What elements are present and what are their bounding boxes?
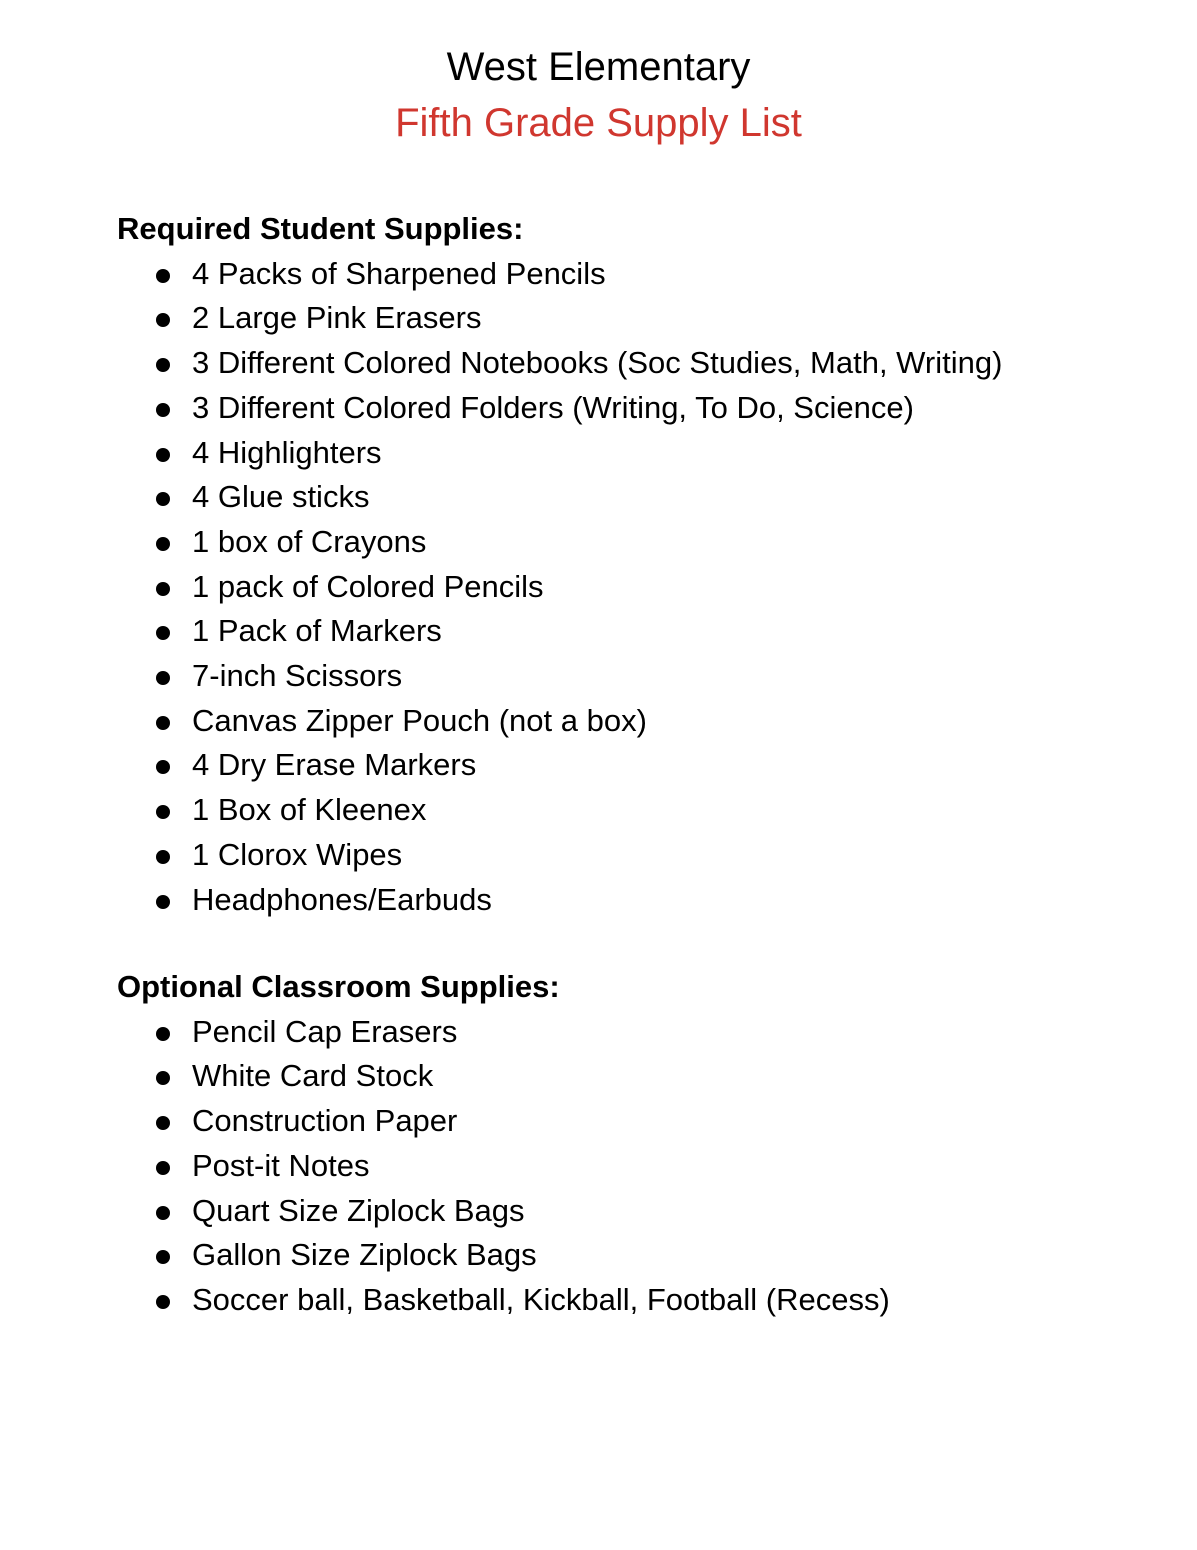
list-item-text: 1 box of Crayons <box>192 523 427 559</box>
bullet-icon <box>156 1206 170 1220</box>
list-item <box>117 475 1177 520</box>
school-name: West Elementary <box>446 45 751 89</box>
list-item-text: 1 pack of Colored Pencils <box>192 568 544 604</box>
list-item <box>117 386 1177 431</box>
list-item <box>117 1233 1177 1278</box>
bullet-icon <box>156 716 170 730</box>
list-item-text: Gallon Size Ziplock Bags <box>192 1237 537 1273</box>
bullet-icon <box>156 1027 170 1041</box>
list-item <box>117 1010 1177 1055</box>
list-item <box>117 1144 1177 1189</box>
list-item-text: 4 Glue sticks <box>192 479 370 515</box>
bullet-icon <box>156 269 170 283</box>
list-item-text: Pencil Cap Erasers <box>192 1013 458 1049</box>
list-item <box>117 654 1177 699</box>
bullet-icon <box>156 313 170 327</box>
list-item-text: 3 Different Colored Folders (Writing, To Do, Science) <box>192 389 914 425</box>
list-item-text: Post-it Notes <box>192 1147 370 1183</box>
list-item-text: Construction Paper <box>192 1103 458 1139</box>
list-item-text: 4 Dry Erase Markers <box>192 747 477 783</box>
list-item-text: 4 Highlighters <box>192 434 382 470</box>
bullet-icon <box>156 850 170 864</box>
list-item-text: Quart Size Ziplock Bags <box>192 1192 525 1228</box>
bullet-icon <box>156 760 170 774</box>
list-item <box>117 1278 1177 1323</box>
bullet-icon <box>156 1295 170 1309</box>
supply-list-title: Fifth Grade Supply List <box>395 101 802 145</box>
list-item-text: 3 Different Colored Notebooks (Soc Studies, Math, Writing) <box>192 345 1003 381</box>
list-item-text: Headphones/Earbuds <box>192 881 492 917</box>
bullet-icon <box>156 671 170 685</box>
list-item-text: 7-inch Scissors <box>192 658 403 694</box>
bullet-icon <box>156 537 170 551</box>
list-item-text: 4 Packs of Sharpened Pencils <box>192 255 606 291</box>
required-supplies-section <box>117 207 1177 922</box>
list-item-text: Canvas Zipper Pouch (not a box) <box>192 702 647 738</box>
bullet-icon <box>156 1116 170 1130</box>
list-item <box>117 699 1177 744</box>
bullet-icon <box>156 1071 170 1085</box>
list-item-text: 1 Clorox Wipes <box>192 836 403 872</box>
required-supplies-heading: Required Student Supplies: <box>117 211 524 246</box>
bullet-icon <box>156 403 170 417</box>
list-item-text: 2 Large Pink Erasers <box>192 300 482 336</box>
list-item-text: 1 Box of Kleenex <box>192 792 427 828</box>
optional-supplies-heading: Optional Classroom Supplies: <box>117 969 560 1004</box>
list-item <box>117 1099 1177 1144</box>
required-supplies-list <box>117 252 1177 923</box>
list-item <box>117 296 1177 341</box>
bullet-icon <box>156 582 170 596</box>
list-item-text: 1 Pack of Markers <box>192 613 442 649</box>
list-item <box>117 743 1177 788</box>
bullet-icon <box>156 1250 170 1264</box>
bullet-icon <box>156 805 170 819</box>
bullet-icon <box>156 448 170 462</box>
bullet-icon <box>156 1161 170 1175</box>
bullet-icon <box>156 358 170 372</box>
list-item-text: Soccer ball, Basketball, Kickball, Football (Recess) <box>192 1281 890 1317</box>
bullet-icon <box>156 626 170 640</box>
list-item <box>117 1189 1177 1234</box>
list-item <box>117 520 1177 565</box>
optional-supplies-section <box>117 965 1177 1323</box>
list-item <box>117 252 1177 297</box>
bullet-icon <box>156 895 170 909</box>
list-item <box>117 788 1177 833</box>
list-item <box>117 341 1177 386</box>
list-item <box>117 431 1177 476</box>
list-item <box>117 878 1177 923</box>
list-item-text: White Card Stock <box>192 1058 434 1094</box>
list-item <box>117 1054 1177 1099</box>
list-item <box>117 565 1177 610</box>
list-item <box>117 609 1177 654</box>
bullet-icon <box>156 492 170 506</box>
optional-supplies-list <box>117 1010 1177 1323</box>
list-item <box>117 833 1177 878</box>
